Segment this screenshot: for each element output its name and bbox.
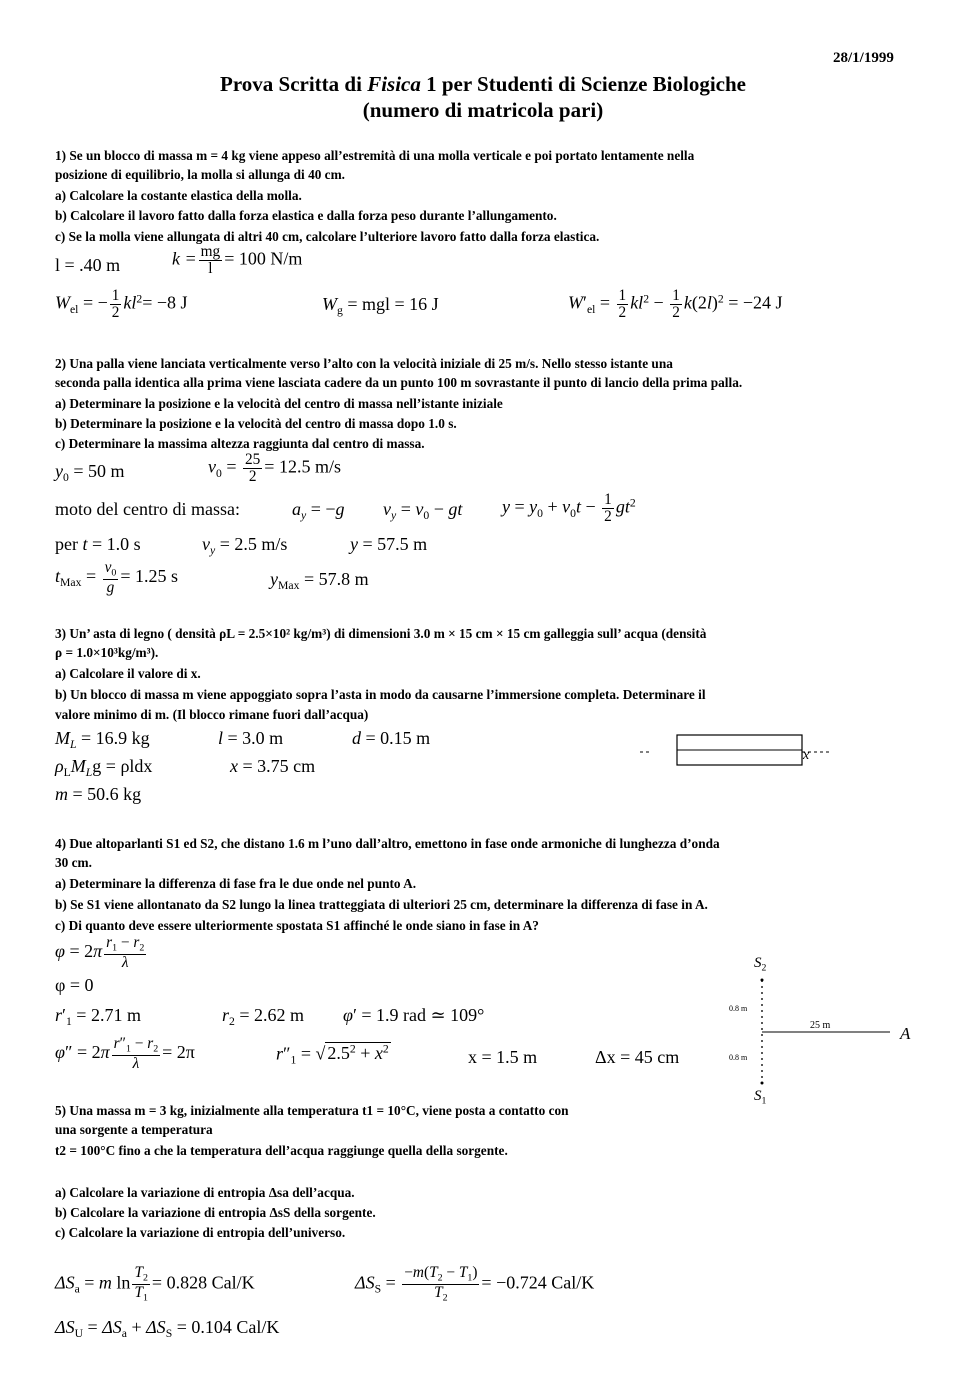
- p1-text: 1) Se un blocco di massa m = 4 kg viene appeso all’estremità di una molla verticale e poi portato lentamente nella: [55, 148, 695, 163]
- title-italic: Fisica: [367, 72, 421, 96]
- eq-part: = −8 J: [142, 292, 188, 313]
- p5-text: 5) Una massa m = 3 kg, inizialmente alla temperatura t1 = 10°C, viene posta a contatto con: [55, 1103, 569, 1118]
- p2-text: 2) Una palla viene lanciata verticalmente verso l’alto con la velocità iniziale di 25 m/s. Nello stesso istante una: [55, 356, 673, 371]
- p4-text: 4) Due altoparlanti S1 ed S2, che distano 1.6 m l’uno dall’altro, emettono in fase onde armoniche di lunghezza d’onda: [55, 836, 720, 851]
- p1-question-c: c) Se la molla viene allungata di altri 40 cm, calcolare l’ulteriore lavoro fatto dalla forza elastica.: [55, 229, 600, 244]
- p1-solution-l: l = .40 m: [55, 255, 121, 275]
- eq-part: = 57.5 m: [362, 534, 428, 554]
- p1-solution-k: [172, 244, 302, 277]
- page-title: [0, 72, 966, 97]
- p1-solution-wg: $W_g$ = mgl = 16 J: [322, 294, 439, 318]
- p4-question-c: c) Di quanto deve essere ulteriormente spostata S1 affinché le onde siano in fase in A?: [55, 918, 539, 933]
- p3-solution-x: x = 3.75 cm: [230, 756, 316, 776]
- p5-question-a: a) Calcolare la variazione di entropia Δsa dell’acqua.: [55, 1185, 355, 1200]
- eq-part: per: [55, 534, 78, 554]
- p5-solution-ss: $\Delta S_S$ = $\frac{-m(T_2 - T_1)}{T_2}$ = −0.724 Cal/K: [355, 1264, 595, 1304]
- frac-num: mg: [200, 243, 221, 260]
- frac-den: 2: [248, 468, 257, 486]
- p1-text: posizione di equilibrio, la molla si allunga di 40 cm.: [55, 167, 345, 182]
- eq-part: = 2.62 m: [239, 1005, 305, 1025]
- eq-part: = 100 N/m: [224, 248, 303, 269]
- p4-solution-r2: $r_2 = 2.62$ m: [222, 1005, 305, 1029]
- label-text: x: [803, 748, 810, 763]
- p3-question-a: a) Calcolare il valore di x.: [55, 666, 201, 681]
- p2-eq-ay: $a_y = -g$: [292, 499, 345, 523]
- p5-solution-su: $\Delta S_U = \Delta S_a + \Delta S_S = 0.104$ Cal/K: [55, 1317, 280, 1341]
- p2-question-c: c) Determinare la massima altezza raggiunta dal centro di massa.: [55, 436, 425, 451]
- p1-solution-wel: $W_{el}$ = − $\frac{1}{2}$ $kl^2= -8$ J: [55, 287, 188, 322]
- p4-solution-phi2: φ″ = 2π $\frac{r''_1 - r_2}{\lambda}$ = 2π: [55, 1035, 195, 1072]
- eq-part: = −24 J: [728, 292, 783, 313]
- eq-part: = 1.0 s: [92, 534, 141, 554]
- p2-eq-y: $y = y_0 + v_0t$ − $\frac{1}{2}$ $gt^2$: [502, 491, 636, 526]
- p4-text: 30 cm.: [55, 855, 92, 870]
- eq-part: = 1.25 s: [120, 566, 179, 587]
- eq-part: = 12.5 m/s: [264, 456, 341, 477]
- eq-part: = mgl = 16 J: [347, 294, 439, 314]
- eq-part: = 2.5 m/s: [219, 534, 288, 554]
- p3-solution-d: d = 0.15 m: [352, 728, 431, 748]
- p3-question-b: valore minimo di m. (Il blocco rimane fuori dall’acqua): [55, 707, 369, 722]
- figure-s2-label: $S_2$: [754, 955, 767, 974]
- p2-eq-vy: $v_y = v_0$ − gt: [383, 499, 463, 523]
- p2-solution-y: y = 57.5 m: [350, 534, 428, 554]
- eq-part: = 0.104 Cal/K: [176, 1317, 280, 1337]
- title-part: Prova Scritta di: [220, 72, 368, 96]
- p4-solution-phi-prime: φ′ = 1.9 rad ≃ 109°: [343, 1005, 485, 1025]
- p5-text: una sorgente a temperatura: [55, 1122, 213, 1137]
- label-text: A: [900, 1024, 911, 1043]
- exam-date: 28/1/1999: [833, 50, 894, 66]
- p4-solution-r1: $r'_1 = 2.71$ m: [55, 1005, 141, 1029]
- p4-solution-r1pp: $r''_1$ = √ $2.5^2 + x^2$: [276, 1043, 389, 1067]
- p2-solution-t: per t = 1.0 s: [55, 534, 141, 554]
- p3-solution-l: l = 3.0 m: [218, 728, 284, 748]
- p3-text: ρ = 1.0×10³kg/m³).: [55, 645, 159, 660]
- p1-question-a: a) Calcolare la costante elastica della molla.: [55, 188, 302, 203]
- eq-part: = 2.71 m: [76, 1005, 141, 1025]
- p5-text: t2 = 100°C fino a che la temperatura dell’acqua raggiunge quella della sorgente.: [55, 1143, 508, 1158]
- p4-solution-phi0: φ = 0: [55, 975, 94, 995]
- eq-part: k =: [172, 248, 197, 269]
- figure-label-a: [900, 1024, 910, 1044]
- p3-solution-eq: $\rho_LM_Lg = \rho ldx$: [55, 756, 153, 780]
- eq-part: = 50 m: [73, 461, 125, 481]
- p2-motion-label: moto del centro di massa:: [55, 499, 240, 519]
- p2-solution-y0: $y_0 = 50$ m: [55, 461, 125, 485]
- p2-solution-tmax: $t_{Max}$ = $\frac{v_0}{g}$ = 1.25 s: [55, 559, 179, 596]
- p2-solution-v0: $v_0$ = $\frac{25}{2}$ = 12.5 m/s: [208, 451, 341, 486]
- p3-solution-m: m = 50.6 kg: [55, 784, 142, 804]
- eq-part: = 2π: [162, 1042, 195, 1063]
- eq-part: = 1.9 rad ≃ 109°: [361, 1005, 485, 1025]
- page-subtitle: (numero di matricola pari): [362, 98, 604, 122]
- speakers-figure: [740, 975, 920, 1095]
- p2-solution-ymax: $y_{Max} = 57.8$ m: [270, 569, 369, 593]
- p4-eq-phi: φ = 2π $\frac{r_1 - r_2}{\lambda}$: [55, 934, 145, 971]
- figure-x-label: [803, 748, 809, 764]
- frac-den: l: [208, 260, 213, 278]
- p1-question-b: b) Calcolare il lavoro fatto dalla forza elastica e dalla forza peso durante l’allungamento.: [55, 208, 557, 223]
- eq-part: = 16.9 kg: [81, 728, 150, 748]
- eq-part: = 57.8 m: [303, 569, 369, 589]
- p3-text: 3) Un’ asta di legno ( densità ρL = 2.5×10² kg/m³) di dimensioni 3.0 m × 15 cm × 15 cm galleggia sull’ acqua (densità: [55, 626, 707, 641]
- p2-question-b: b) Determinare la posizione e la velocità del centro di massa dopo 1.0 s.: [55, 416, 457, 431]
- p2-solution-vy: $v_y = 2.5$ m/s: [202, 534, 288, 558]
- p4-solution-dx: Δx = 45 cm: [595, 1047, 680, 1067]
- eq-part: = 50.6 kg: [72, 784, 142, 804]
- title-part: 1 per Studenti di Scienze Biologiche: [420, 72, 746, 96]
- figure-label-08-bottom: 0.8 m: [729, 1053, 748, 1062]
- p4-solution-x: x = 1.5 m: [468, 1047, 538, 1067]
- eq-part: = −0.724 Cal/K: [481, 1272, 595, 1293]
- p1-solution-wel2: $W'_{el}$ = $\frac{1}{2}$ $kl^2$ − $\frac{1}{2}$ $k(2l)^2 = -24$ J: [568, 287, 783, 322]
- p5-solution-sa: $\Delta S_a = m$ ln $\frac{T_2}{T_1}$ = 0.828 Cal/K: [55, 1264, 255, 1304]
- eq-part: = 0.828 Cal/K: [151, 1272, 255, 1293]
- eq-part: = 3.0 m: [227, 728, 284, 748]
- p4-question-b: b) Se S1 viene allontanato da S2 lungo la linea tratteggiata di ulteriori 25 cm, determinare la differenza di fase in A.: [55, 897, 708, 912]
- p5-question-c: c) Calcolare la variazione di entropia dell’universo.: [55, 1225, 346, 1240]
- p2-question-a: a) Determinare la posizione e la velocità del centro di massa nell’istante iniziale: [55, 396, 503, 411]
- p5-question-b: b) Calcolare la variazione di entropia ΔsS della sorgente.: [55, 1205, 376, 1220]
- p3-question-b: b) Un blocco di massa m viene appoggiato sopra l’asta in modo da causarne l’immersione completa. Determinare il: [55, 687, 706, 702]
- eq-part: g = ρldx: [92, 756, 153, 776]
- frac-num: 25: [245, 451, 261, 468]
- eq-part: = 3.75 cm: [242, 756, 316, 776]
- eq-part: = 0.15 m: [365, 728, 431, 748]
- p2-text: seconda palla identica alla prima viene lasciata cadere da un punto 100 m sovrastante il punto di lancio della prima palla.: [55, 375, 743, 390]
- figure-s1-label: $S_1$: [754, 1088, 767, 1107]
- p4-question-a: a) Determinare la differenza di fase fra le due onde nel punto A.: [55, 876, 417, 891]
- figure-label-25: 25 m: [810, 1020, 831, 1031]
- floating-log-figure: [640, 730, 840, 770]
- p3-solution-ml: $M_L = 16.9$ kg: [55, 728, 150, 752]
- figure-label-08-top: 0.8 m: [729, 1004, 748, 1013]
